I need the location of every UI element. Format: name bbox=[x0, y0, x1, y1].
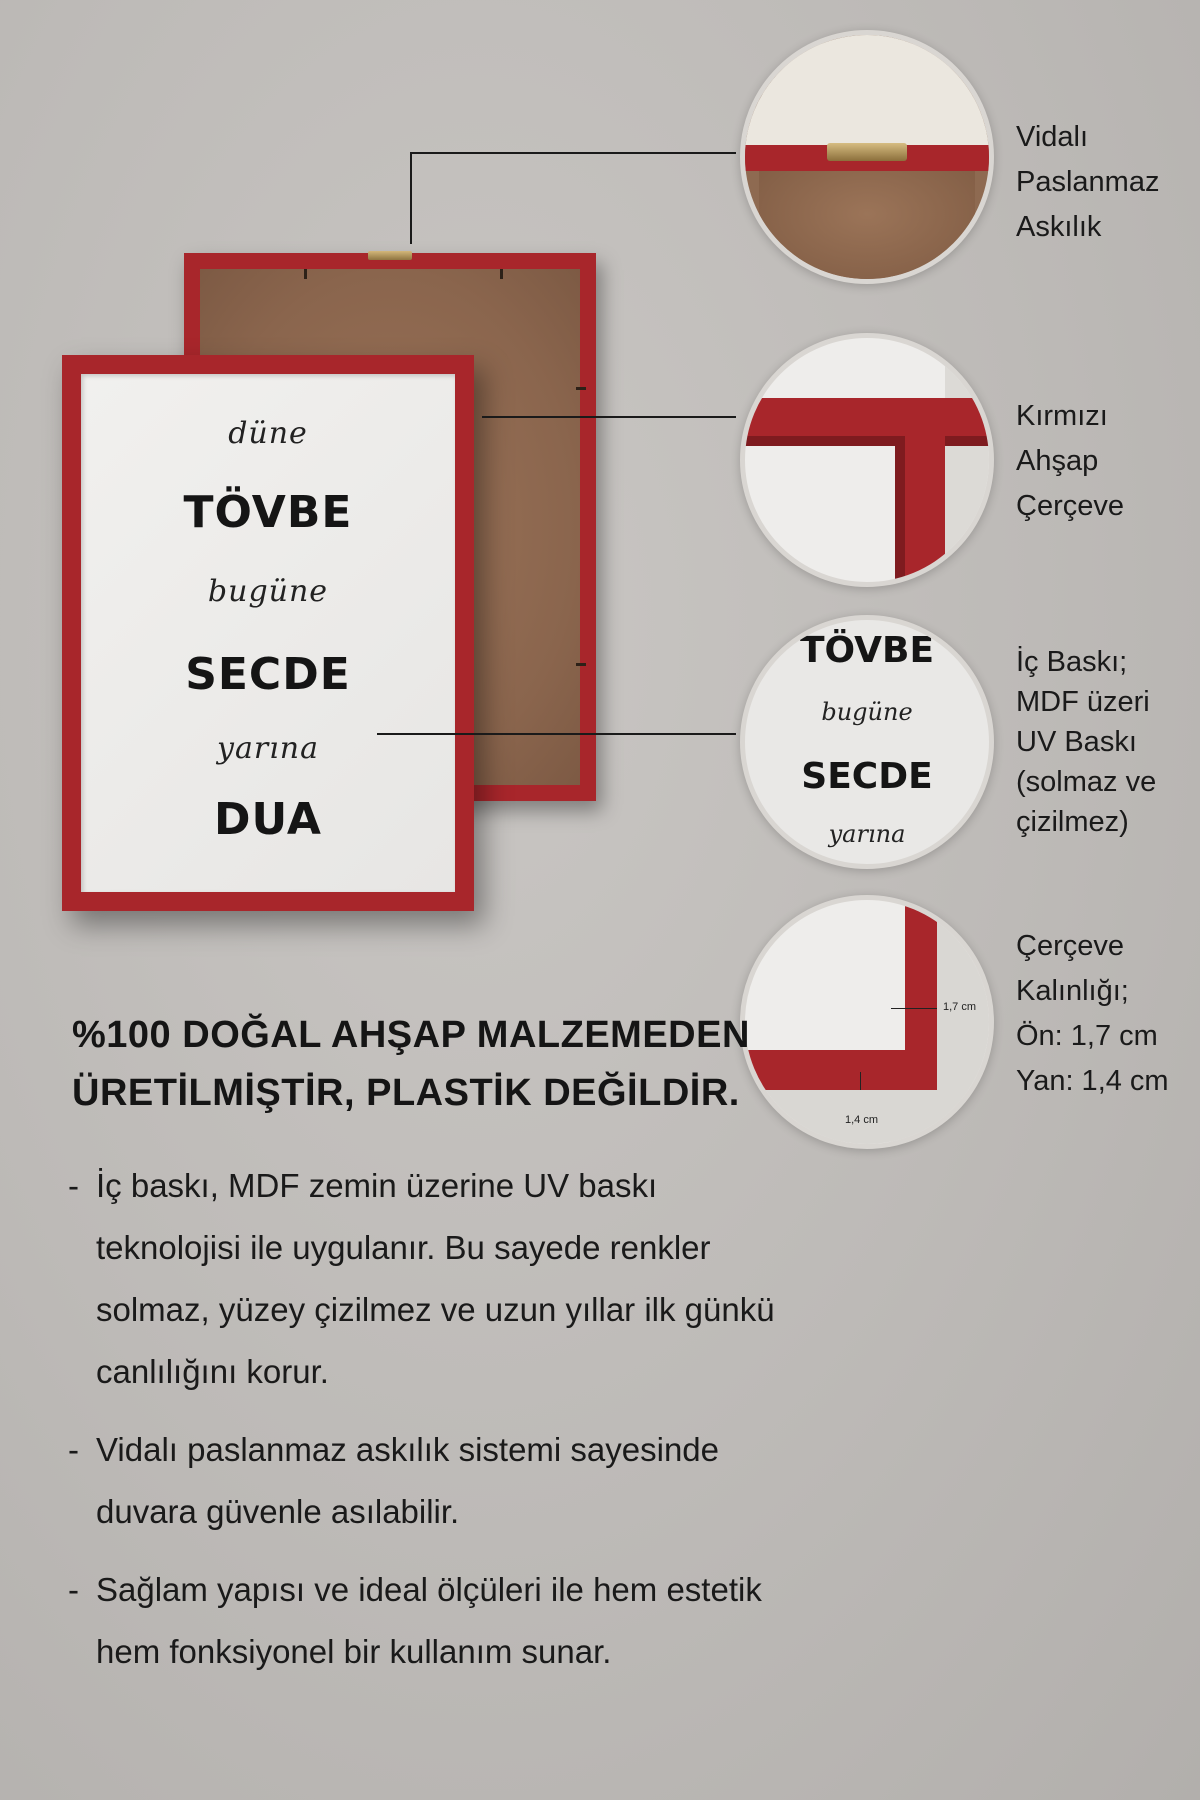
frame-front-view bbox=[62, 355, 474, 911]
poster-script-line: düne bbox=[228, 416, 308, 451]
poster-bold-line: TÖVBE bbox=[183, 487, 353, 538]
feature-list bbox=[68, 1155, 788, 1699]
print-script-line: bugüne bbox=[821, 698, 913, 726]
list-item bbox=[68, 1419, 788, 1543]
list-item bbox=[68, 1559, 788, 1683]
bullet-dash: - bbox=[68, 1571, 79, 1608]
side-thickness-label: 1,4 cm bbox=[845, 1114, 879, 1126]
frame-clip bbox=[576, 663, 586, 666]
detail-label-print: İç Baskı; MDF üzeri UV Baskı (solmaz ve çizilmez) bbox=[1016, 646, 1157, 838]
detail-label-thickness: Çerçeve Kalınlığı; Ön: 1,7 cm Yan: 1,4 cm bbox=[1016, 930, 1169, 1097]
detail-circle-frame-corner bbox=[740, 333, 994, 587]
list-item-text: Vidalı paslanmaz askılık sistemi sayesinde duvara güvenle asılabilir. bbox=[96, 1431, 720, 1530]
bullet-dash: - bbox=[68, 1167, 79, 1204]
headline bbox=[72, 1006, 752, 1122]
bullet-dash: - bbox=[68, 1431, 79, 1468]
list-item-text: İç baskı, MDF zemin üzerine UV baskı teknolojisi ile uygulanır. Bu sayede renkler solmaz, yüzey çizilmez ve uzun yıllar ilk günkü canlılığını korur. bbox=[96, 1167, 775, 1390]
hanger-bracket bbox=[368, 251, 412, 260]
frame-clip bbox=[576, 387, 586, 390]
detail-circle-print bbox=[740, 615, 994, 869]
poster-print bbox=[81, 374, 455, 892]
print-bold-line: TÖVBE bbox=[799, 630, 935, 671]
leader-line-print bbox=[377, 733, 736, 735]
hanger-bracket bbox=[827, 143, 907, 161]
poster-bold-line: SECDE bbox=[185, 649, 351, 700]
list-item-text: Sağlam yapısı ve ideal ölçüleri ile hem estetik hem fonksiyonel bir kullanım sunar. bbox=[96, 1571, 762, 1670]
leader-line-hanger bbox=[410, 152, 736, 154]
frame-clip bbox=[500, 269, 503, 279]
detail-circle-hanger bbox=[740, 30, 994, 284]
front-thickness-label: 1,7 cm bbox=[943, 1001, 977, 1013]
poster-bold-line: DUA bbox=[214, 794, 322, 845]
detail-label-frame: Kırmızı Ahşap Çerçeve bbox=[1016, 400, 1124, 522]
headline-line: ÜRETİLMİŞTİR, PLASTİK DEĞİLDİR. bbox=[72, 1072, 740, 1114]
poster-script-line: bugüne bbox=[207, 574, 329, 609]
detail-label-hanger: Vidalı Paslanmaz Askılık bbox=[1016, 121, 1160, 243]
frame-clip bbox=[304, 269, 307, 279]
print-script-line: yarına bbox=[828, 820, 906, 848]
detail-circle-thickness bbox=[740, 895, 994, 1149]
poster-script-line: yarına bbox=[217, 731, 319, 766]
leader-line-frame bbox=[482, 416, 736, 418]
list-item bbox=[68, 1155, 788, 1403]
headline-line: %100 DOĞAL AHŞAP MALZEMEDEN bbox=[72, 1014, 750, 1056]
leader-line-hanger bbox=[410, 152, 412, 244]
print-bold-line: SECDE bbox=[801, 756, 933, 797]
